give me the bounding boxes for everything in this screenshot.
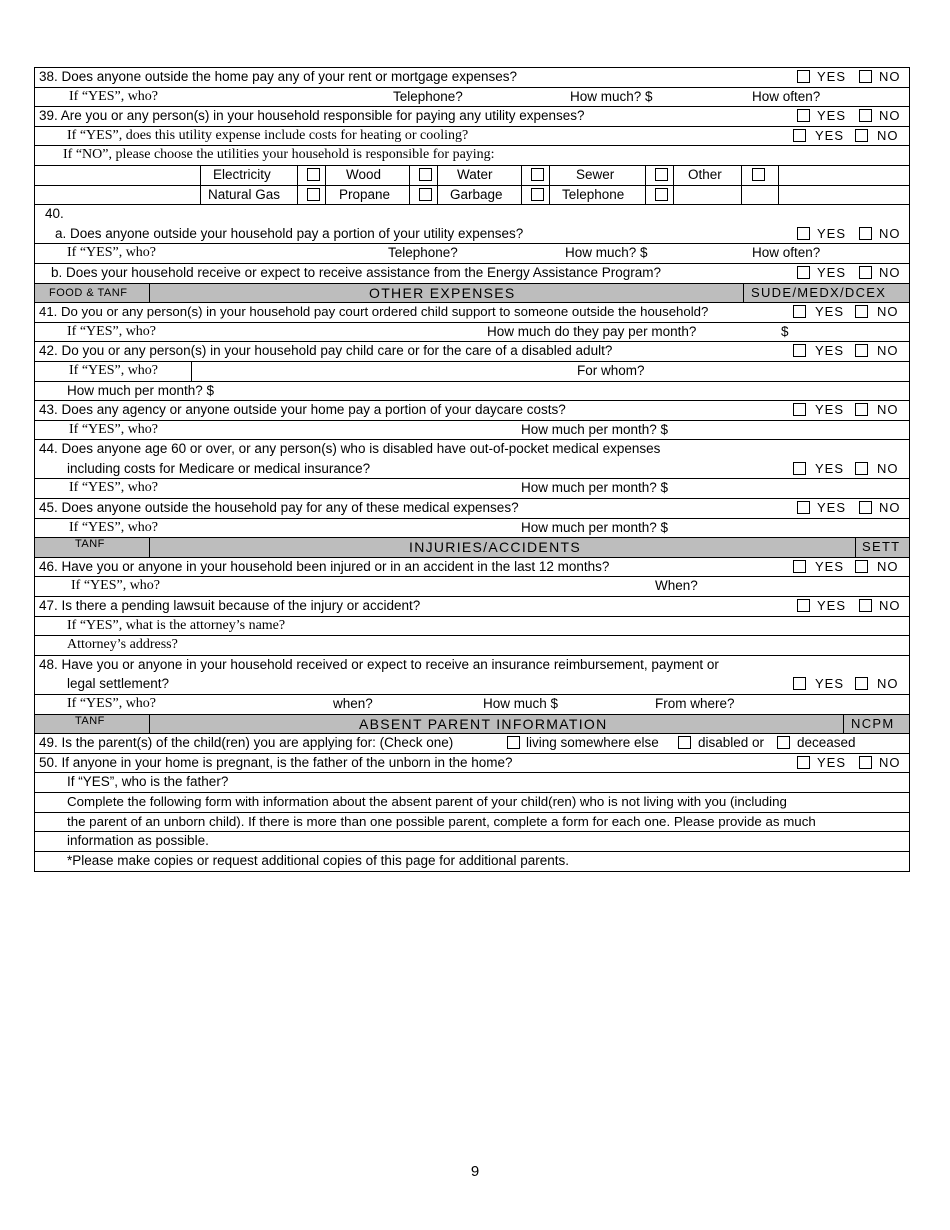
yes-label: YES — [817, 225, 847, 241]
other-expenses-header — [35, 284, 909, 304]
yes-label: YES — [817, 754, 847, 770]
how-much-label: How much? $ — [570, 88, 653, 104]
utility-sewer-checkbox[interactable] — [655, 168, 668, 181]
q39-row — [35, 107, 909, 127]
q44-yes-checkbox[interactable] — [793, 462, 806, 475]
q42-row — [35, 342, 909, 362]
q48-text: 48. Have you or anyone in your household received or expect to receive an insurance reimbursement, payment or — [39, 656, 719, 672]
utility-wood-checkbox[interactable] — [419, 168, 432, 181]
q42-details-row — [35, 362, 909, 382]
from-where-label: From where? — [655, 696, 735, 711]
q47-row — [35, 597, 909, 617]
q40b-text: b. Does your household receive or expect to receive assistance from the Energy Assistance Program? — [51, 264, 662, 280]
attorney-name-label: If “YES”, what is the attorney’s name? — [67, 617, 286, 633]
injuries-header — [35, 538, 909, 558]
q45-no-checkbox[interactable] — [859, 501, 872, 514]
q44-cont-row — [35, 460, 909, 480]
q50-no-checkbox[interactable] — [859, 756, 872, 769]
utility-natural-gas-checkbox[interactable] — [307, 188, 320, 201]
telephone-label: Telephone? — [388, 245, 458, 261]
if-yes-who-label: If “YES”, who? — [69, 519, 159, 535]
section-program-code: TANF — [75, 714, 105, 727]
q44-text: 44. Does anyone age 60 or over, or any person(s) who is disabled have out-of-pocket medical expenses — [39, 441, 661, 457]
q50-yes-checkbox[interactable] — [797, 756, 810, 769]
how-much-per-month-label: How much per month? $ — [521, 480, 669, 496]
instructions-row-2 — [35, 813, 909, 833]
q39-heat-no-checkbox[interactable] — [855, 129, 868, 142]
q41-text: 41. Do you or any person(s) in your household pay court ordered child support to someone outside the household? — [39, 304, 709, 320]
q46-text: 46. Have you or anyone in your household been injured or in an accident in the last 12 months? — [39, 558, 610, 574]
no-label: NO — [879, 500, 901, 516]
q50-father-row — [35, 773, 909, 793]
yes-label: YES — [817, 264, 847, 280]
q44-row — [35, 440, 909, 460]
utilities-row-2 — [35, 186, 909, 206]
q38-yes-checkbox[interactable] — [797, 70, 810, 83]
yes-label: YES — [817, 598, 847, 614]
if-yes-who-label: If “YES”, who? — [69, 480, 159, 496]
dollar-label: $ — [781, 323, 789, 339]
q44-no-checkbox[interactable] — [855, 462, 868, 475]
q40a-row — [35, 225, 909, 245]
utility-garbage-checkbox[interactable] — [531, 188, 544, 201]
q40a-text: a. Does anyone outside your household pay a portion of your utility expenses? — [55, 225, 524, 241]
q48-yes-checkbox[interactable] — [793, 677, 806, 690]
how-much-label: How much $ — [483, 696, 559, 711]
q44-details-row — [35, 479, 909, 499]
copies-note-row — [35, 852, 909, 872]
instructions-row-1 — [35, 793, 909, 813]
instructions-text: information as possible. — [67, 833, 209, 849]
no-label: NO — [877, 460, 899, 476]
q42-month-row — [35, 382, 909, 402]
q48-cont-row — [35, 675, 909, 695]
utility-electricity-checkbox[interactable] — [307, 168, 320, 181]
q40b-no-checkbox[interactable] — [859, 266, 872, 279]
q39-yes-checkbox[interactable] — [797, 109, 810, 122]
instructions-text: Complete the following form with information about the absent parent of your child(ren) who is not living with you (including — [67, 793, 787, 809]
utility-water-checkbox[interactable] — [531, 168, 544, 181]
q39-no-row — [35, 146, 909, 166]
utility-sewer-label: Sewer — [576, 166, 615, 182]
q49-living-elsewhere-checkbox[interactable] — [507, 736, 520, 749]
section-codes: NCPM — [851, 715, 895, 731]
if-yes-who-label: If “YES”, who? — [69, 362, 159, 378]
yes-label: YES — [815, 402, 845, 418]
no-label: NO — [879, 225, 901, 241]
no-label: NO — [877, 304, 899, 320]
section-codes: SUDE/MEDX/DCEX — [751, 284, 887, 300]
q39-heat-row — [35, 127, 909, 147]
section-program-code: FOOD & TANF — [49, 286, 128, 299]
q50-father-label: If “YES”, who is the father? — [67, 774, 229, 790]
section-title: INJURIES/ACCIDENTS — [409, 539, 581, 556]
q39-heat-yes-checkbox[interactable] — [793, 129, 806, 142]
section-program-code: TANF — [75, 538, 105, 551]
q41-row — [35, 303, 909, 323]
q45-yes-checkbox[interactable] — [797, 501, 810, 514]
q40b-yes-checkbox[interactable] — [797, 266, 810, 279]
when-label: when? — [333, 696, 373, 711]
q41-pay-label: How much do they pay per month? — [487, 323, 697, 339]
if-yes-who-label: If “YES”, who? — [67, 696, 157, 711]
q45-details-row — [35, 519, 909, 539]
q39-text: 39. Are you or any person(s) in your household responsible for paying any utility expenses? — [39, 108, 585, 124]
q38-text: 38. Does anyone outside the home pay any of your rent or mortgage expenses? — [39, 69, 518, 84]
yes-label: YES — [817, 69, 847, 84]
no-label: NO — [877, 558, 899, 574]
q46-yes-checkbox[interactable] — [793, 560, 806, 573]
if-yes-who-label: If “YES”, who? — [71, 578, 161, 594]
q38-details-row — [35, 88, 909, 108]
section-codes: SETT — [862, 539, 901, 555]
q47-text: 47. Is there a pending lawsuit because of the injury or accident? — [39, 598, 421, 614]
utility-propane-checkbox[interactable] — [419, 188, 432, 201]
q46-details-row — [35, 577, 909, 597]
q42-whom-label: For whom? — [577, 362, 645, 378]
q40-row — [35, 205, 909, 225]
utility-telephone-label: Telephone — [562, 186, 625, 202]
when-label: When? — [655, 578, 698, 594]
q50-row — [35, 754, 909, 774]
section-title: OTHER EXPENSES — [369, 284, 516, 301]
q41-no-checkbox[interactable] — [855, 305, 868, 318]
q39-no-checkbox[interactable] — [859, 109, 872, 122]
q49-text: 49. Is the parent(s) of the child(ren) you are applying for: (Check one) — [39, 735, 454, 751]
q50-text: 50. If anyone in your home is pregnant, is the father of the unborn in the home? — [39, 754, 513, 770]
q48-details-row — [35, 695, 909, 715]
q48-text-cont: legal settlement? — [67, 676, 170, 692]
yes-label: YES — [815, 676, 845, 692]
q46-no-checkbox[interactable] — [855, 560, 868, 573]
q42-month-label: How much per month? $ — [67, 382, 215, 398]
q49-disabled-checkbox[interactable] — [678, 736, 691, 749]
q45-text: 45. Does anyone outside the household pay for any of these medical expenses? — [39, 500, 519, 516]
utility-propane-label: Propane — [339, 186, 391, 202]
yes-label: YES — [817, 500, 847, 516]
no-label: NO — [877, 343, 899, 359]
q42-text: 42. Do you or any person(s) in your household pay child care or for the care of a disabled adult? — [39, 343, 613, 359]
yes-label: YES — [817, 108, 847, 124]
q47-address-row — [35, 636, 909, 656]
q41-details-row — [35, 323, 909, 343]
q48-no-checkbox[interactable] — [855, 677, 868, 690]
no-label: NO — [879, 69, 901, 84]
q43-no-checkbox[interactable] — [855, 403, 868, 416]
utility-electricity-label: Electricity — [213, 166, 271, 182]
no-label: NO — [879, 598, 901, 614]
expenses-form — [34, 67, 910, 872]
q43-yes-checkbox[interactable] — [793, 403, 806, 416]
q40a-no-checkbox[interactable] — [859, 227, 872, 240]
q47-no-checkbox[interactable] — [859, 599, 872, 612]
q49-deceased-checkbox[interactable] — [777, 736, 790, 749]
q43-details-row — [35, 421, 909, 441]
utility-telephone-checkbox[interactable] — [655, 188, 668, 201]
no-label: NO — [879, 264, 901, 280]
if-yes-who-label: If “YES”, who? — [69, 88, 159, 104]
if-yes-who-label: If “YES”, who? — [67, 245, 157, 261]
absent-parent-header — [35, 715, 909, 735]
how-often-label: How often? — [752, 245, 821, 261]
no-label: NO — [879, 754, 901, 770]
q44-text-cont: including costs for Medicare or medical insurance? — [67, 460, 371, 476]
utility-wood-label: Wood — [346, 166, 382, 182]
yes-label: YES — [815, 558, 845, 574]
q39-no-text: If “NO”, please choose the utilities your household is responsible for paying: — [63, 147, 495, 163]
how-often-label: How often? — [752, 88, 821, 104]
if-yes-who-label: If “YES”, who? — [69, 421, 159, 437]
utility-garbage-label: Garbage — [450, 186, 503, 202]
q49-row — [35, 734, 909, 754]
yes-label: YES — [815, 304, 845, 320]
q42-yes-checkbox[interactable] — [793, 344, 806, 357]
yes-label: YES — [815, 343, 845, 359]
instructions-row-3 — [35, 832, 909, 852]
q40a-yes-checkbox[interactable] — [797, 227, 810, 240]
how-much-per-month-label: How much per month? $ — [521, 421, 669, 437]
utility-other-label: Other — [688, 166, 722, 182]
q41-yes-checkbox[interactable] — [793, 305, 806, 318]
no-label: NO — [877, 676, 899, 692]
q42-no-checkbox[interactable] — [855, 344, 868, 357]
q43-text: 43. Does any agency or anyone outside your home pay a portion of your daycare costs? — [39, 402, 566, 418]
instructions-text: the parent of an unborn child). If there is more than one possible parent, complete a form for each one. Please provide as much — [67, 813, 816, 829]
section-title: ABSENT PARENT INFORMATION — [359, 715, 608, 732]
page-number: 9 — [470, 1163, 480, 1180]
utility-water-label: Water — [457, 166, 493, 182]
q40-number: 40. — [45, 206, 64, 222]
telephone-label: Telephone? — [393, 88, 463, 104]
q49-deceased-label: deceased — [797, 735, 856, 751]
q48-row — [35, 656, 909, 676]
no-label: NO — [877, 127, 899, 143]
if-yes-who-label: If “YES”, who? — [67, 323, 157, 339]
q40a-details-row — [35, 244, 909, 264]
q43-row — [35, 401, 909, 421]
q39-heat-text: If “YES”, does this utility expense include costs for heating or cooling? — [67, 127, 469, 143]
q47-attorney-row — [35, 617, 909, 637]
no-label: NO — [879, 108, 901, 124]
how-much-per-month-label: How much per month? $ — [521, 519, 669, 535]
q49-living-elsewhere-label: living somewhere else — [526, 735, 659, 751]
no-label: NO — [877, 402, 899, 418]
how-much-label: How much? $ — [565, 245, 648, 261]
q40b-row — [35, 264, 909, 284]
q47-yes-checkbox[interactable] — [797, 599, 810, 612]
utility-other-checkbox[interactable] — [752, 168, 765, 181]
q38-no-checkbox[interactable] — [859, 70, 872, 83]
yes-label: YES — [815, 460, 845, 476]
copies-note: *Please make copies or request additional copies of this page for additional parents. — [67, 852, 570, 868]
utilities-row-1 — [35, 166, 909, 186]
q45-row — [35, 499, 909, 519]
q46-row — [35, 558, 909, 578]
yes-label: YES — [815, 127, 845, 143]
q38-row — [35, 68, 909, 88]
attorney-address-label: Attorney’s address? — [67, 637, 178, 653]
utility-natural-gas-label: Natural Gas — [208, 186, 281, 202]
q49-disabled-label: disabled or — [698, 735, 765, 751]
